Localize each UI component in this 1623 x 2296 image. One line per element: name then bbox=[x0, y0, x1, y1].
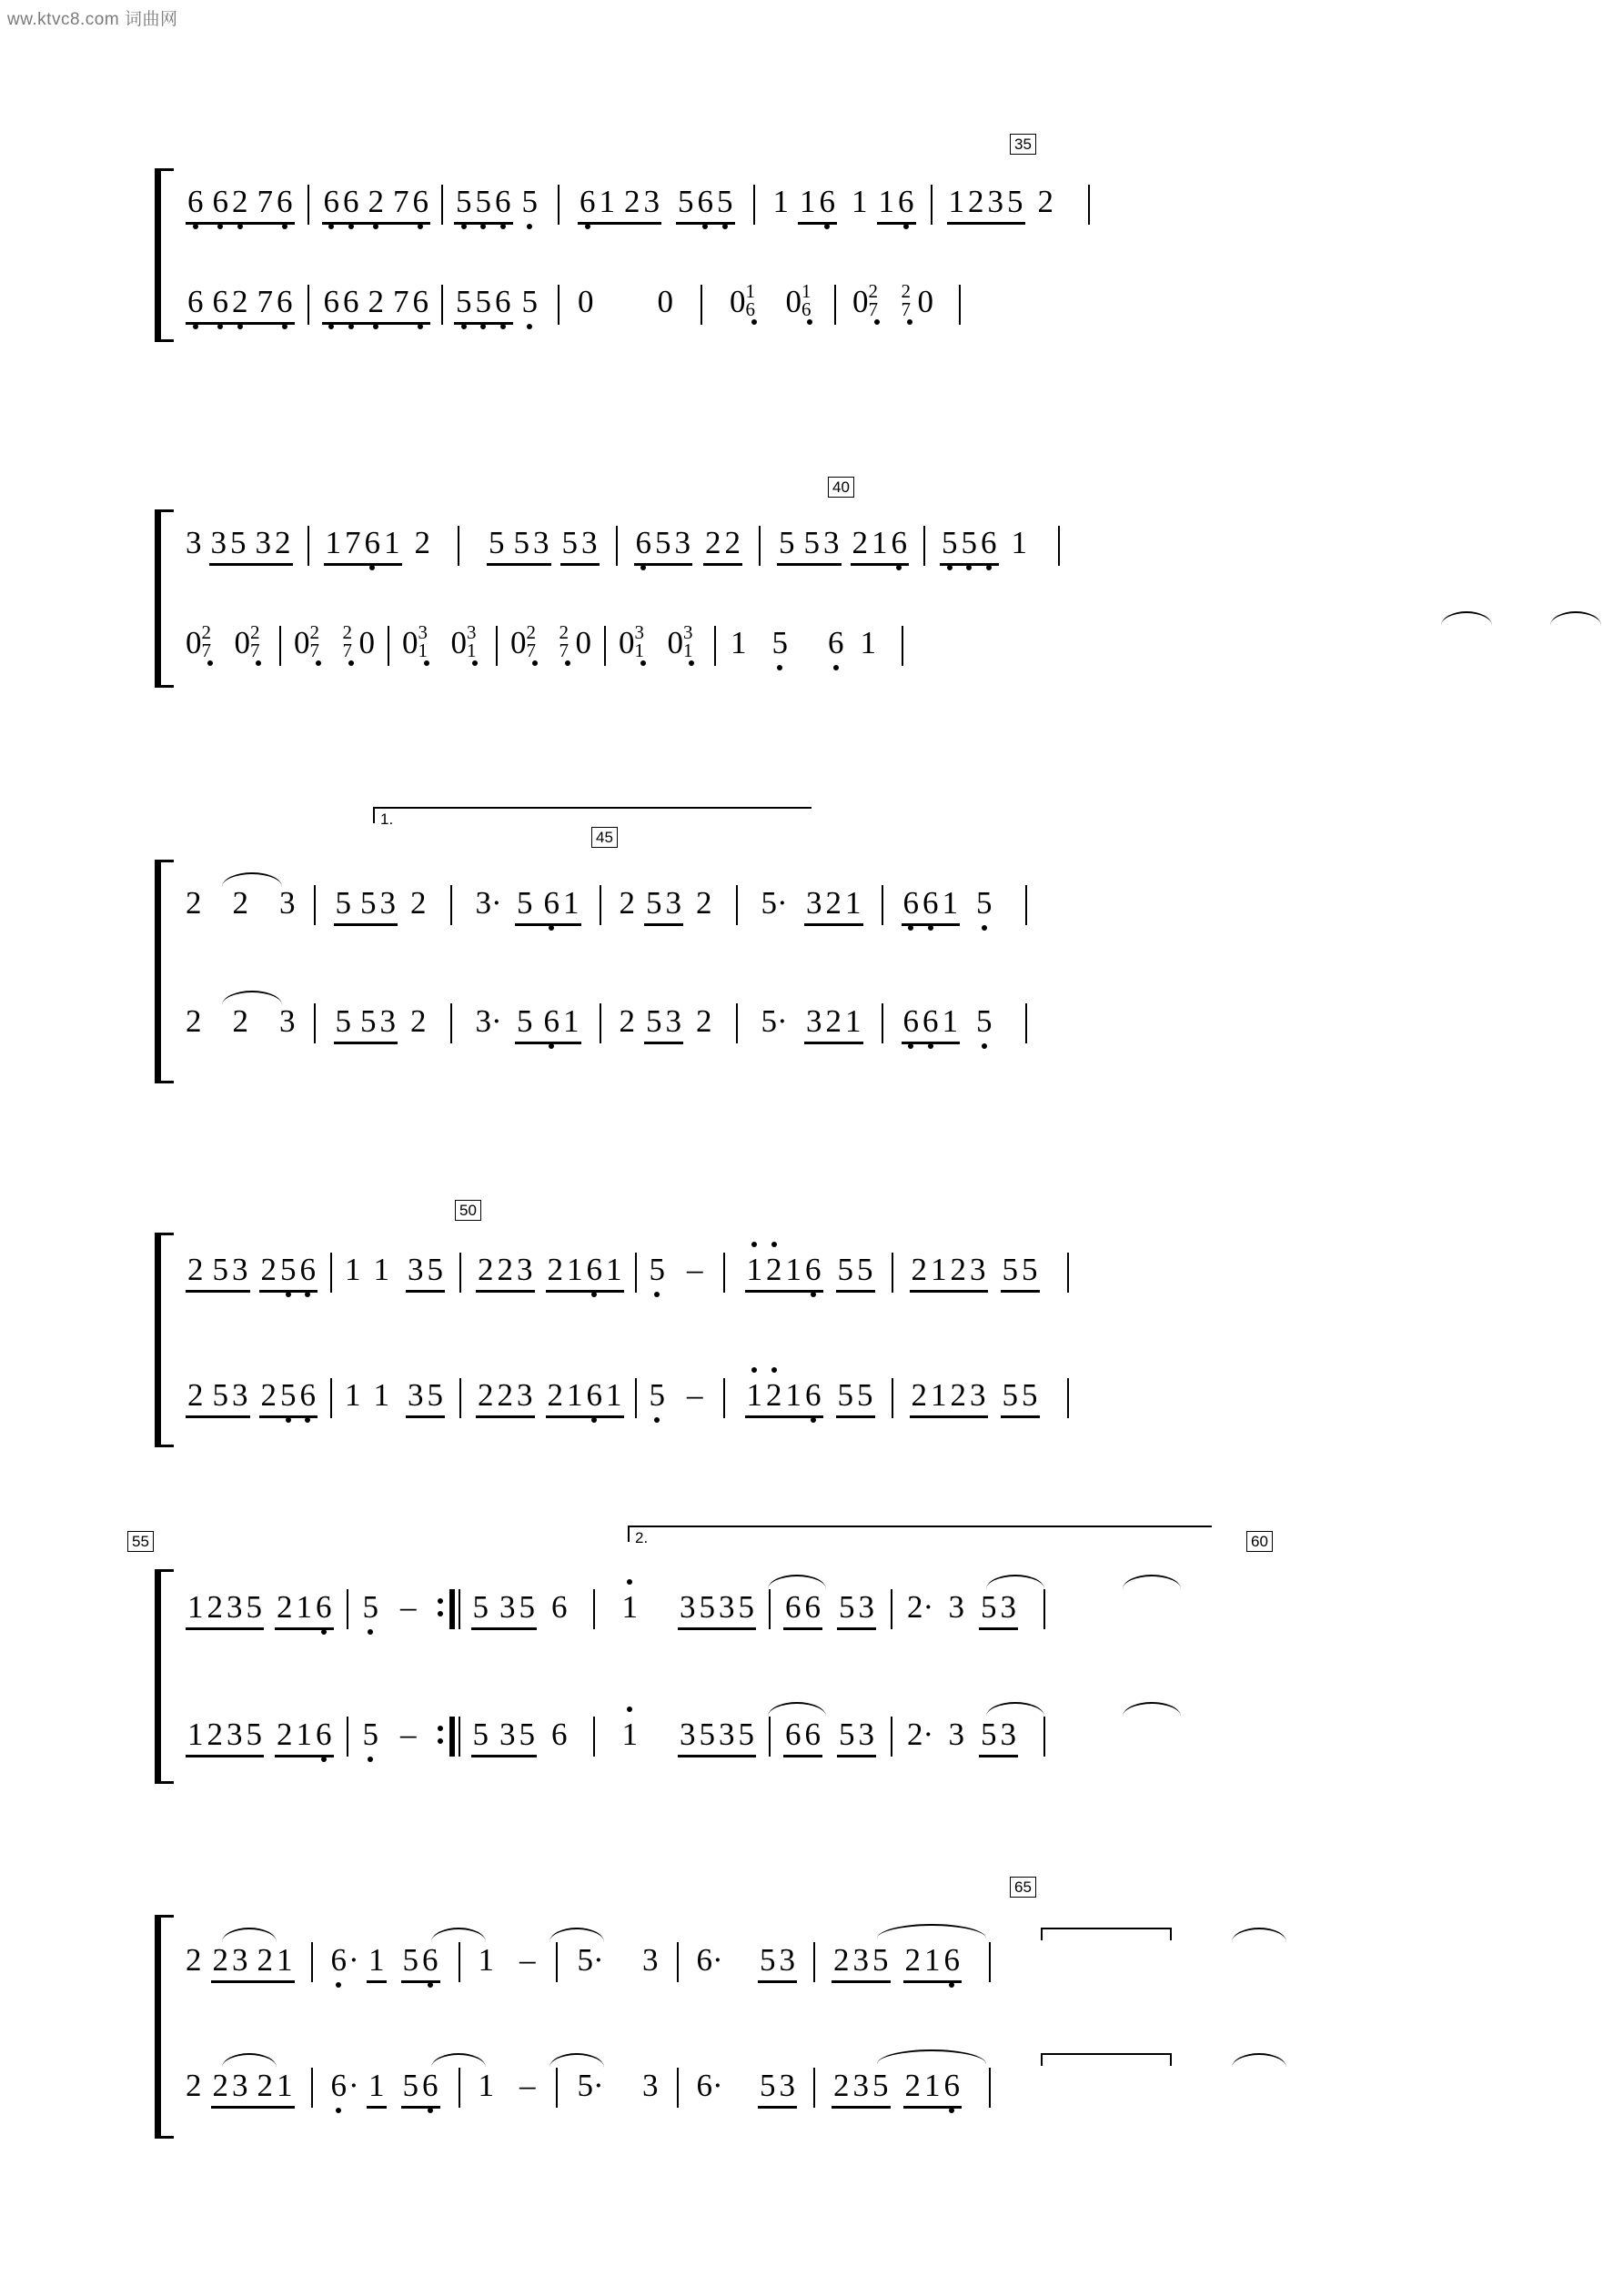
slur bbox=[1123, 1575, 1181, 1589]
slur bbox=[431, 2053, 486, 2068]
stave-1-bottom: 6 6 2 7 6 6 6 2 7 6 5 5 6 5 0 0 0 1 6 0 1 6 0 2 7 2 7 0 bbox=[186, 285, 961, 325]
repeat-dots bbox=[435, 1589, 449, 1626]
slur bbox=[222, 2053, 277, 2068]
system-bracket bbox=[155, 1915, 174, 2139]
stave-5-bottom: 1 2 3 5 2 1 6 5 – 5 3 5 6 1 3 5 3 5 6 6 5 3 2 · 3 5 3 bbox=[186, 1717, 1045, 1757]
slur bbox=[768, 1575, 826, 1589]
slur bbox=[1550, 611, 1601, 626]
system-bracket bbox=[155, 168, 174, 342]
stave-2-top: 3 3 5 3 2 1 7 6 1 2 5 5 3 5 3 6 5 3 2 2 5 5 3 2 1 6 5 5 6 1 bbox=[186, 526, 1060, 566]
volta-label-1: 1. bbox=[380, 811, 394, 828]
measure-number-40: 40 bbox=[828, 477, 854, 498]
slur bbox=[877, 1924, 986, 1939]
measure-number-65: 65 bbox=[1010, 1877, 1036, 1898]
slur bbox=[549, 1928, 604, 1942]
system-bracket bbox=[155, 1569, 174, 1784]
repeat-dots bbox=[435, 1717, 449, 1753]
stave-3-bottom: 2 2 3 5 5 3 2 3 · 5 6 1 2 5 3 2 5 · 3 2 1 6 6 1 5 bbox=[186, 1003, 1027, 1044]
measure-number-55: 55 bbox=[127, 1531, 154, 1552]
slur bbox=[877, 2049, 986, 2064]
slur bbox=[986, 1575, 1044, 1589]
measure-number-35: 35 bbox=[1010, 134, 1036, 155]
stave-4-bottom: 2 5 3 2 5 6 1 1 3 5 2 2 3 2 1 6 1 5 – 1 2 1 6 5 5 2 1 2 3 5 5 bbox=[186, 1378, 1069, 1418]
site-watermark: ww.ktvc8.com 词曲网 bbox=[7, 10, 178, 29]
slur bbox=[1123, 1702, 1181, 1717]
volta-bracket-2 bbox=[628, 1526, 1212, 1546]
slur bbox=[1232, 2053, 1286, 2068]
stave-2-bottom: 0 2 7 0 2 7 0 2 7 2 7 0 0 3 1 0 3 1 0 2 7 2 7 0 0 3 1 0 3 1 1 5 6 1 bbox=[186, 626, 903, 666]
slur bbox=[222, 872, 282, 887]
measure-number-45: 45 bbox=[591, 827, 618, 848]
slur bbox=[986, 1702, 1044, 1717]
slur bbox=[549, 2053, 604, 2068]
stave-6-bottom: 2 2 3 2 1 6 · 1 5 6 1 – 5 · 3 6 · 5 3 2 3 5 2 1 6 bbox=[186, 2068, 991, 2109]
system-bracket bbox=[155, 860, 174, 1083]
system-bracket bbox=[155, 1233, 174, 1447]
slur bbox=[222, 991, 282, 1005]
slur bbox=[1232, 1928, 1286, 1942]
stave-6-top: 2 2 3 2 1 6 · 1 5 6 1 – 5 · 3 6 · 5 3 2 3 5 2 1 6 bbox=[186, 1942, 991, 1983]
slur bbox=[431, 1928, 486, 1942]
stave-3-top: 2 2 3 5 5 3 2 3 · 5 6 1 2 5 3 2 5 · 3 2 1 6 6 1 5 bbox=[186, 885, 1027, 926]
tie-bracket bbox=[1041, 2053, 1172, 2066]
volta-label-2: 2. bbox=[635, 1529, 649, 1546]
slur bbox=[1441, 611, 1492, 626]
slur bbox=[768, 1702, 826, 1717]
tie-bracket bbox=[1041, 1928, 1172, 1940]
measure-number-50: 50 bbox=[455, 1200, 481, 1221]
slur bbox=[222, 1928, 277, 1942]
stave-5-top: 1 2 3 5 2 1 6 5 – 5 3 5 6 1 3 5 3 5 6 6 5 3 2 · 3 5 3 bbox=[186, 1589, 1045, 1630]
stave-1-top: 6 6 2 7 6 6 6 2 7 6 5 5 6 5 6 1 2 3 5 6 5 1 1 6 1 1 6 1 2 3 5 2 bbox=[186, 185, 1090, 225]
volta-bracket-1 bbox=[373, 807, 812, 828]
stave-4-top: 2 5 3 2 5 6 1 1 3 5 2 2 3 2 1 6 1 5 – 1 2 1 6 5 5 2 1 2 3 5 5 bbox=[186, 1253, 1069, 1293]
measure-number-60: 60 bbox=[1246, 1531, 1273, 1552]
system-bracket bbox=[155, 509, 174, 688]
